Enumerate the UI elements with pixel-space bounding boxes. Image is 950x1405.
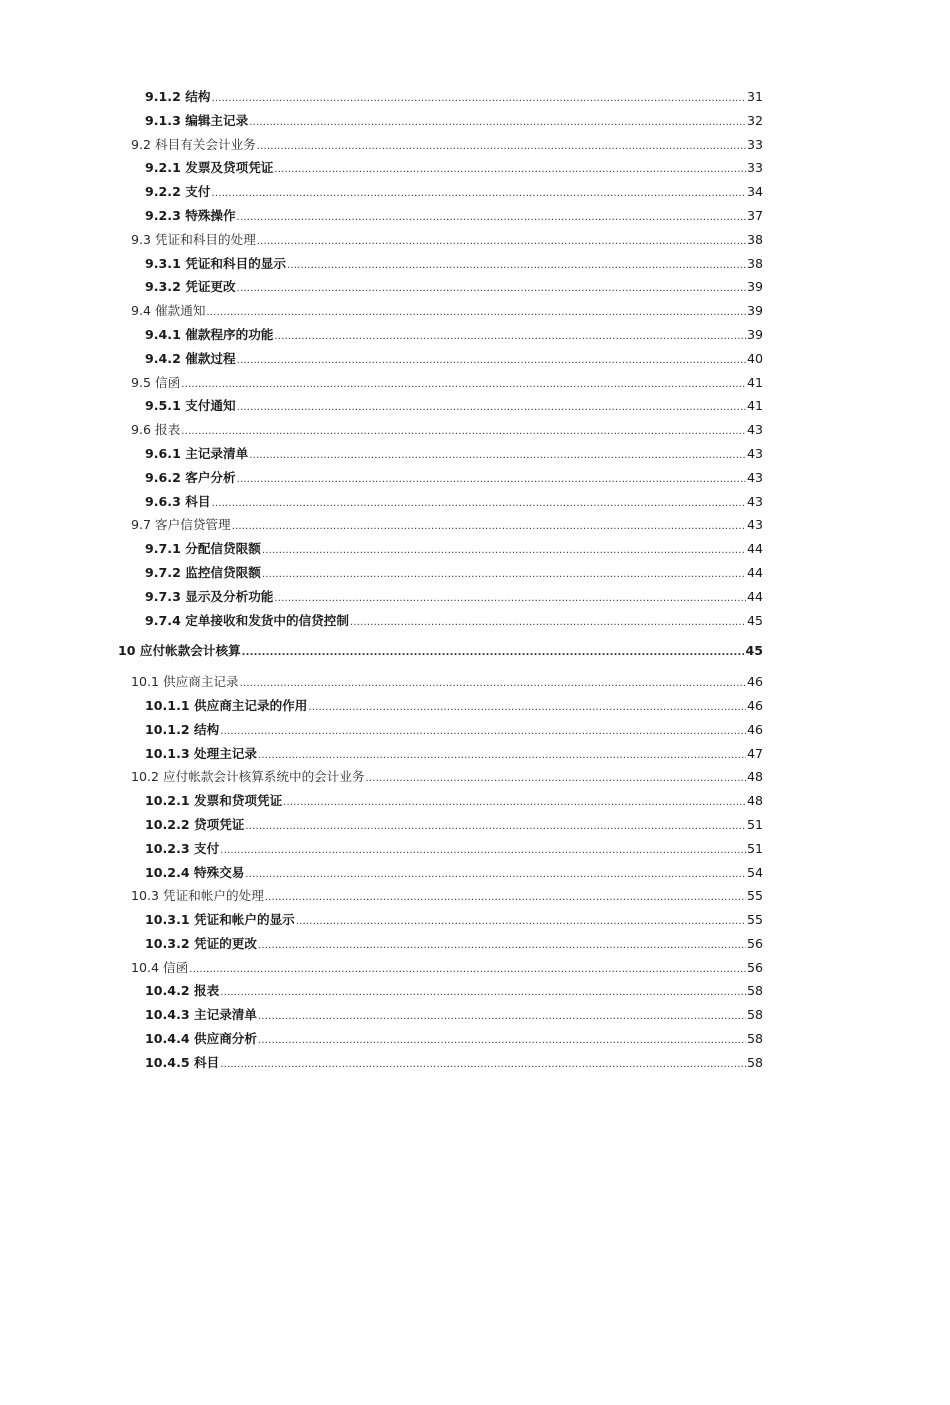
toc-entry-page-number: 33: [746, 160, 763, 176]
dot-leader: [245, 861, 746, 887]
toc-entry[interactable]: [145, 347, 763, 371]
toc-entry-title: 9.4 催款通知: [131, 303, 206, 319]
dot-leader: [232, 513, 746, 539]
toc-entry-title: 10.2.1 发票和贷项凭证: [145, 793, 283, 809]
toc-entry-title: 9.2.3 特殊操作: [145, 207, 236, 223]
dot-leader: [220, 979, 746, 1005]
toc-entry-page-number: 43: [746, 445, 763, 461]
toc-entry[interactable]: [145, 789, 763, 813]
toc-entry-title: 10.3.2 凭证的更改: [145, 935, 257, 951]
toc-entry-title: 9.7.1 分配信贷限额: [145, 541, 261, 557]
toc-entry[interactable]: [145, 694, 763, 718]
table-of-contents: [0, 85, 950, 1075]
dot-leader: [237, 394, 746, 420]
toc-entry-title: 9.7.4 定单接收和发货中的信贷控制: [145, 612, 349, 628]
toc-entry-page-number: 38: [746, 231, 763, 247]
dot-leader: [257, 228, 746, 254]
toc-entry[interactable]: [145, 561, 763, 585]
toc-entry[interactable]: [131, 513, 763, 537]
toc-entry[interactable]: [145, 85, 763, 109]
toc-entry[interactable]: [145, 156, 763, 180]
toc-entry-title: 9.6.3 科目: [145, 493, 211, 509]
dot-leader: [237, 466, 746, 492]
toc-entry-title: 10 应付帐款会计核算: [118, 643, 241, 659]
toc-entry-title: 10.3 凭证和帐户的处理: [131, 888, 264, 904]
dot-leader: [283, 789, 746, 815]
toc-entry-title: 10.2.3 支付: [145, 840, 220, 856]
dot-leader: [274, 156, 746, 182]
toc-entry-title: 9.3.1 凭证和科目的显示: [145, 255, 286, 271]
toc-entry-page-number: 43: [746, 469, 763, 485]
toc-entry-page-number: 40: [746, 350, 763, 366]
toc-entry-page-number: 55: [746, 888, 763, 904]
toc-entry-title: 9.5 信函: [131, 374, 181, 390]
toc-entry-page-number: 34: [746, 184, 763, 200]
toc-entry-page-number: 46: [746, 674, 763, 690]
dot-leader: [274, 323, 746, 349]
dot-leader: [258, 1027, 746, 1053]
toc-entry-title: 9.4.1 催款程序的功能: [145, 326, 274, 342]
toc-entry[interactable]: [131, 765, 763, 789]
dot-leader: [262, 561, 746, 587]
dot-leader: [242, 639, 745, 665]
dot-leader: [258, 1003, 746, 1029]
dot-leader: [265, 884, 746, 910]
toc-entry[interactable]: [145, 837, 763, 861]
toc-entry-page-number: 58: [746, 1007, 763, 1023]
toc-entry-page-number: 43: [746, 493, 763, 509]
toc-entry[interactable]: [145, 323, 763, 347]
toc-entry-title: 10.4.5 科目: [145, 1054, 220, 1070]
toc-entry-page-number: 38: [746, 255, 763, 271]
toc-entry-title: 9.2 科目有关会计业务: [131, 136, 256, 152]
toc-entry-title: 10.2.4 特殊交易: [145, 864, 245, 880]
toc-entry-page-number: 44: [746, 588, 763, 604]
toc-entry-page-number: 47: [746, 745, 763, 761]
toc-entry[interactable]: [131, 228, 763, 252]
toc-entry-page-number: 43: [746, 517, 763, 533]
toc-entry[interactable]: [145, 180, 763, 204]
toc-entry-page-number: 48: [746, 793, 763, 809]
toc-entry-title: 10.3.1 凭证和帐户的显示: [145, 912, 295, 928]
toc-entry-page-number: 58: [746, 1031, 763, 1047]
toc-entry[interactable]: [145, 979, 763, 1003]
toc-entry[interactable]: [145, 585, 763, 609]
toc-entry[interactable]: [145, 490, 763, 514]
toc-entry-title: 9.6.1 主记录清单: [145, 445, 249, 461]
toc-entry-title: 9.1.2 结构: [145, 89, 211, 104]
dot-leader: [237, 204, 746, 230]
toc-entry-page-number: 54: [746, 864, 763, 880]
dot-leader: [211, 85, 746, 111]
toc-entry[interactable]: [131, 133, 763, 157]
toc-entry-title: 9.5.1 支付通知: [145, 398, 236, 414]
toc-entry-page-number: 37: [746, 207, 763, 223]
toc-entry[interactable]: [131, 418, 763, 442]
toc-entry[interactable]: [145, 1027, 763, 1051]
toc-entry-page-number: 44: [746, 541, 763, 557]
toc-entry[interactable]: [145, 252, 763, 276]
toc-entry-title: 10.1 供应商主记录: [131, 674, 239, 690]
dot-leader: [366, 765, 746, 791]
toc-entry[interactable]: [145, 394, 763, 418]
toc-entry[interactable]: [145, 275, 763, 299]
toc-entry[interactable]: [145, 718, 763, 742]
toc-entry-title: 9.6.2 客户分析: [145, 469, 236, 485]
dot-leader: [308, 694, 746, 720]
toc-entry[interactable]: [145, 109, 763, 133]
toc-entry-title: 10.4.3 主记录清单: [145, 1007, 257, 1023]
toc-entry[interactable]: [145, 609, 763, 633]
dot-leader: [249, 442, 746, 468]
toc-entry-title: 9.7.3 显示及分析功能: [145, 588, 274, 604]
dot-leader: [257, 133, 746, 159]
toc-entry-page-number: 48: [746, 769, 763, 785]
toc-entry-title: 10.2.2 贷项凭证: [145, 816, 245, 832]
toc-entry-page-number: 45: [746, 612, 763, 628]
toc-entry-page-number: 58: [746, 1054, 763, 1070]
toc-entry-title: 9.3 凭证和科目的处理: [131, 231, 256, 247]
dot-leader: [211, 180, 746, 206]
toc-entry-title: 9.1.3 编辑主记录: [145, 112, 249, 128]
toc-entry[interactable]: [131, 956, 763, 980]
toc-entry[interactable]: [145, 861, 763, 885]
toc-entry-title: 9.7 客户信贷管理: [131, 517, 231, 533]
dot-leader: [258, 742, 746, 768]
toc-entry-page-number: 43: [746, 422, 763, 438]
dot-leader: [189, 956, 746, 982]
toc-entry-title: 10.1.2 结构: [145, 721, 220, 737]
dot-leader: [240, 670, 746, 696]
toc-entry-page-number: 56: [746, 935, 763, 951]
toc-entry-title: 9.2.2 支付: [145, 184, 211, 200]
toc-entry-page-number: 41: [746, 398, 763, 414]
toc-entry[interactable]: [145, 537, 763, 561]
dot-leader: [245, 813, 746, 839]
toc-entry-page-number: 39: [746, 326, 763, 342]
toc-entry-page-number: 51: [746, 840, 763, 856]
toc-entry[interactable]: [131, 299, 763, 323]
dot-leader: [249, 109, 746, 135]
dot-leader: [237, 347, 746, 373]
dot-leader: [220, 1051, 746, 1077]
toc-entry[interactable]: [131, 670, 763, 694]
dot-leader: [181, 371, 746, 397]
toc-entry[interactable]: [145, 1003, 763, 1027]
toc-entry-page-number: 45: [745, 643, 763, 659]
dot-leader: [220, 837, 746, 863]
toc-entry-page-number: 58: [746, 983, 763, 999]
toc-entry-title: 9.3.2 凭证更改: [145, 279, 236, 295]
toc-entry-page-number: 33: [746, 136, 763, 152]
toc-entry-page-number: 39: [746, 279, 763, 295]
toc-entry-title: 10.1.1 供应商主记录的作用: [145, 697, 308, 713]
toc-entry[interactable]: [145, 442, 763, 466]
toc-entry-page-number: 56: [746, 959, 763, 975]
toc-entry-page-number: 31: [746, 89, 763, 104]
dot-leader: [206, 299, 746, 325]
toc-entry[interactable]: [145, 466, 763, 490]
toc-entry[interactable]: [145, 1051, 763, 1075]
toc-entry-title: 9.7.2 监控信贷限额: [145, 564, 261, 580]
dot-leader: [296, 908, 746, 934]
dot-leader: [220, 718, 746, 744]
toc-entry-page-number: 55: [746, 912, 763, 928]
toc-entry-page-number: 46: [746, 721, 763, 737]
toc-entry-title: 10.2 应付帐款会计核算系统中的会计业务: [131, 769, 365, 785]
dot-leader: [350, 609, 746, 635]
toc-entry-title: 10.4.2 报表: [145, 983, 220, 999]
dot-leader: [262, 537, 746, 563]
toc-entry-page-number: 46: [746, 697, 763, 713]
toc-entry[interactable]: [131, 884, 763, 908]
toc-entry-title: 10.1.3 处理主记录: [145, 745, 257, 761]
dot-leader: [181, 418, 746, 444]
toc-entry[interactable]: [145, 908, 763, 932]
toc-entry[interactable]: [131, 371, 763, 395]
toc-entry-page-number: 41: [746, 374, 763, 390]
toc-entry-page-number: 51: [746, 816, 763, 832]
toc-entry-title: 10.4.4 供应商分析: [145, 1031, 257, 1047]
toc-entry-page-number: 32: [746, 112, 763, 128]
toc-entry-title: 9.2.1 发票及贷项凭证: [145, 160, 274, 176]
dot-leader: [274, 585, 746, 611]
toc-entry-page-number: 39: [746, 303, 763, 319]
toc-entry-title: 9.6 报表: [131, 422, 181, 438]
toc-entry-page-number: 44: [746, 564, 763, 580]
toc-entry-title: 10.4 信函: [131, 959, 189, 975]
dot-leader: [287, 252, 746, 278]
toc-entry[interactable]: [118, 639, 763, 663]
toc-entry-title: 9.4.2 催款过程: [145, 350, 236, 366]
toc-entry[interactable]: [145, 742, 763, 766]
dot-leader: [211, 490, 746, 516]
dot-leader: [237, 275, 746, 301]
toc-entry[interactable]: [145, 204, 763, 228]
toc-entry[interactable]: [145, 932, 763, 956]
dot-leader: [258, 932, 746, 958]
toc-entry[interactable]: [145, 813, 763, 837]
